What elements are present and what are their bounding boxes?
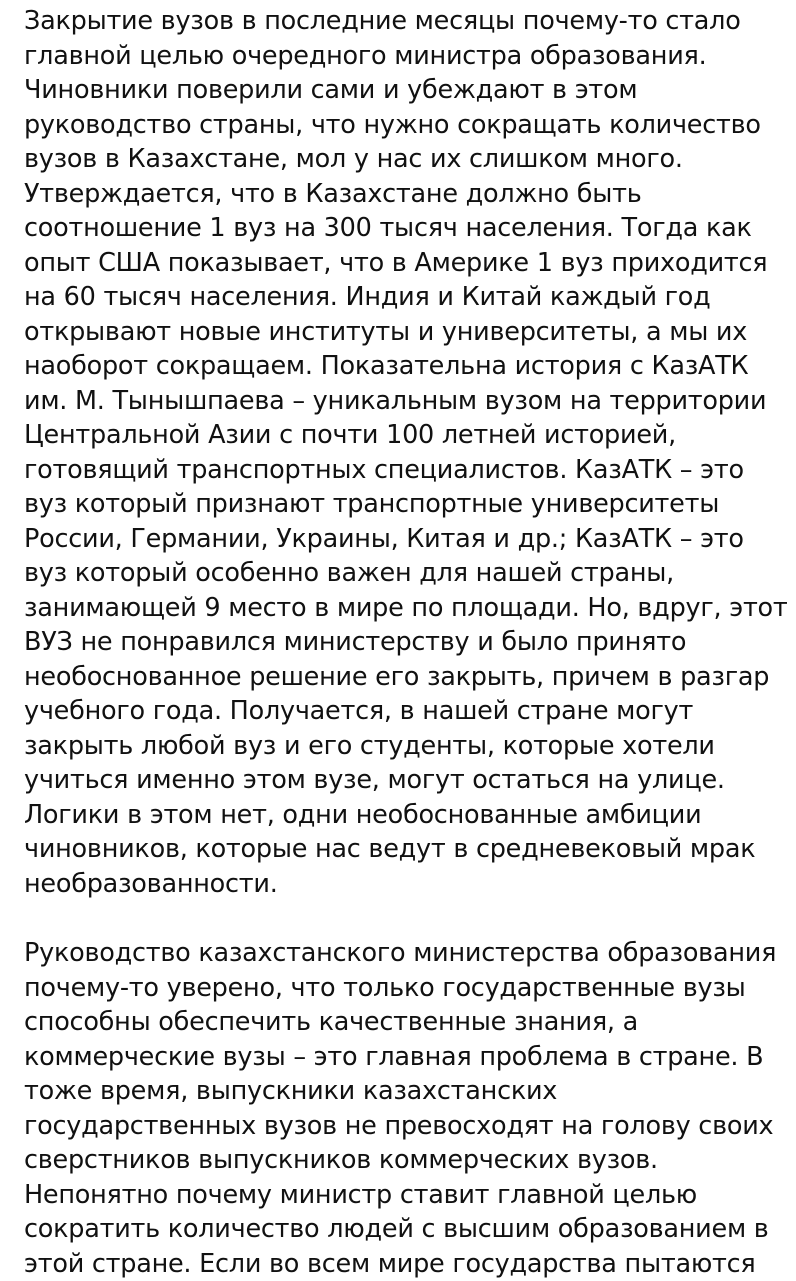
- text-line: необразованности.: [24, 867, 784, 902]
- text-line: этой стране. Если во всем мире государства пытаются: [24, 1247, 784, 1281]
- text-line: Чиновники поверили сами и убеждают в этом: [24, 73, 784, 108]
- text-line: почему-то уверено, что только государственные вузы: [24, 971, 784, 1006]
- text-line: вуз который признают транспортные университеты: [24, 487, 784, 522]
- text-line: закрыть любой вуз и его студенты, которые хотели: [24, 729, 784, 764]
- text-line: Логики в этом нет, одни необоснованные амбиции: [24, 798, 784, 833]
- text-line: готовящий транспортных специалистов. КазАТК – это: [24, 453, 784, 488]
- text-line: главной целью очередного министра образования.: [24, 39, 784, 74]
- text-line: сократить количество людей с высшим образованием в: [24, 1212, 784, 1247]
- paragraph-1: [24, 4, 784, 901]
- text-line: им. М. Тынышпаева – уникальным вузом на территории: [24, 384, 784, 419]
- text-line: Непонятно почему министр ставит главной целью: [24, 1178, 784, 1213]
- text-line: тоже время, выпускники казахстанских: [24, 1074, 784, 1109]
- text-line: Руководство казахстанского министерства образования: [24, 936, 784, 971]
- text-line: Закрытие вузов в последние месяцы почему-то стало: [24, 4, 784, 39]
- text-line: коммерческие вузы – это главная проблема в стране. В: [24, 1040, 784, 1075]
- text-line: государственных вузов не превосходят на голову своих: [24, 1109, 784, 1144]
- text-line: Утверждается, что в Казахстане должно быть: [24, 177, 784, 212]
- paragraph-2: [24, 936, 784, 1281]
- text-line: чиновников, которые нас ведут в средневековый мрак: [24, 832, 784, 867]
- text-line: вузов в Казахстане, мол у нас их слишком много.: [24, 142, 784, 177]
- article-body: [24, 4, 784, 1281]
- text-line: ВУЗ не понравился министерству и было принято: [24, 625, 784, 660]
- text-line: необоснованное решение его закрыть, причем в разгар: [24, 660, 784, 695]
- text-line: сверстников выпускников коммерческих вузов.: [24, 1143, 784, 1178]
- text-line: способны обеспечить качественные знания, а: [24, 1005, 784, 1040]
- text-line: открывают новые институты и университеты, а мы их: [24, 315, 784, 350]
- text-line: наоборот сокращаем. Показательна история с КазАТК: [24, 349, 784, 384]
- text-line: учиться именно этом вузе, могут остаться на улице.: [24, 763, 784, 798]
- text-line: учебного года. Получается, в нашей стране могут: [24, 694, 784, 729]
- text-line: на 60 тысяч населения. Индия и Китай каждый год: [24, 280, 784, 315]
- text-line: руководство страны, что нужно сокращать количество: [24, 108, 784, 143]
- text-line: вуз который особенно важен для нашей страны,: [24, 556, 784, 591]
- text-line: опыт США показывает, что в Америке 1 вуз приходится: [24, 246, 784, 281]
- text-line: Центральной Азии с почти 100 летней историей,: [24, 418, 784, 453]
- text-line: России, Германии, Украины, Китая и др.; КазАТК – это: [24, 522, 784, 557]
- text-line: соотношение 1 вуз на 300 тысяч населения. Тогда как: [24, 211, 784, 246]
- paragraph-gap: [24, 901, 784, 936]
- text-line: занимающей 9 место в мире по площади. Но, вдруг, этот: [24, 591, 784, 626]
